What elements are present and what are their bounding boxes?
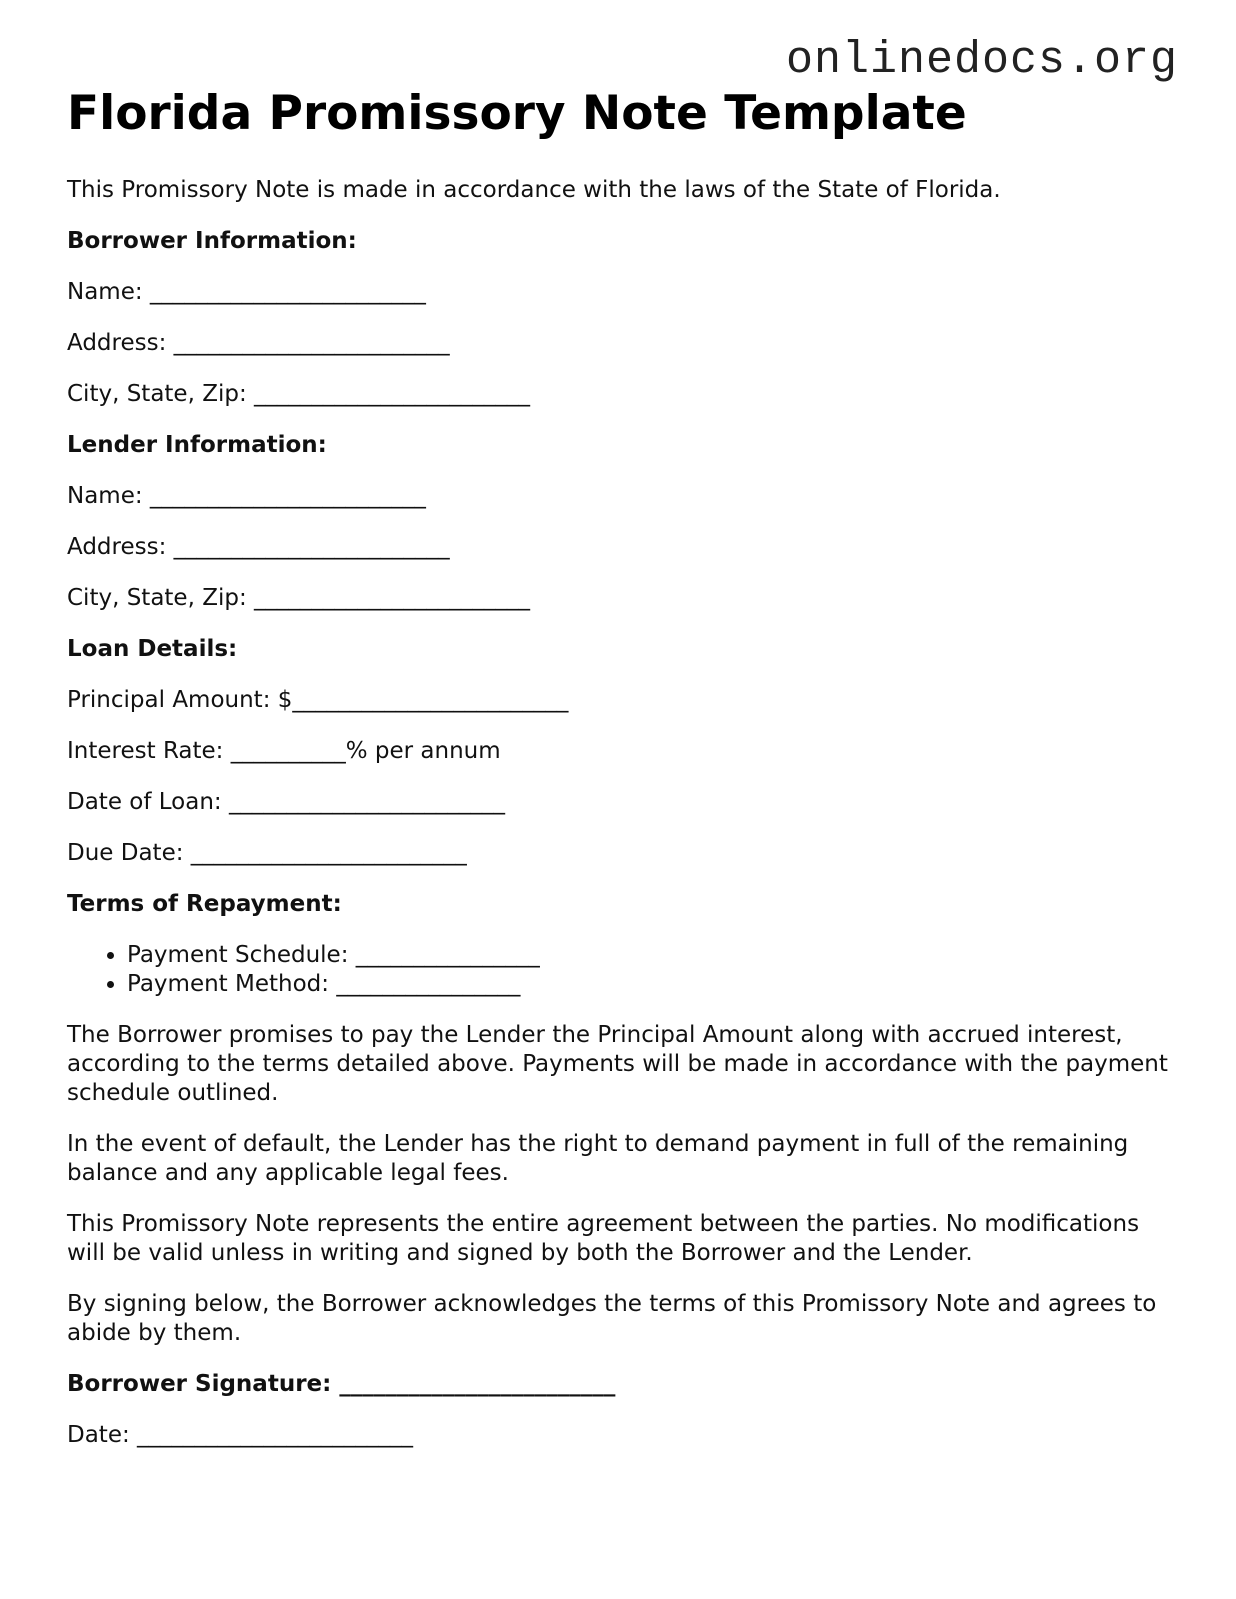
loan-date-field[interactable]: Date of Loan: ________________________ [67,789,505,815]
intro-paragraph: This Promissory Note is made in accordance with the laws of the State of Florida. [67,177,1001,203]
document-title: Florida Promissory Note Template [67,86,967,141]
repayment-heading: Terms of Repayment: [67,891,342,917]
interest-rate-field[interactable]: Interest Rate: __________% per annum [67,738,501,764]
due-date-field[interactable]: Due Date: ________________________ [67,840,467,866]
borrower-city-field[interactable]: City, State, Zip: ________________________ [67,381,531,407]
lender-address-field[interactable]: Address: ________________________ [67,534,450,560]
signature-date-field[interactable]: Date: ________________________ [67,1422,414,1448]
borrower-address-field[interactable]: Address: ________________________ [67,330,450,356]
lender-heading: Lender Information: [67,432,327,458]
payment-schedule-field[interactable]: • Payment Schedule: ________________ [127,941,1177,970]
lender-city-field[interactable]: City, State, Zip: ________________________ [67,585,531,611]
borrower-name-field[interactable]: Name: ________________________ [67,279,426,305]
borrower-signature-field[interactable]: Borrower Signature: ________________________ [67,1371,616,1397]
promise-paragraph: The Borrower promises to pay the Lender the Principal Amount along with accrued interest, according to the terms detailed above. Payments will be made in accordance with the payment schedule outlined. [67,1022,1168,1106]
loan-heading: Loan Details: [67,636,238,662]
borrower-heading: Borrower Information: [67,228,357,254]
entire-agreement-paragraph: This Promissory Note represents the entire agreement between the parties. No modifications will be valid unless in writing and signed by both the Borrower and the Lender. [67,1211,1140,1266]
document-body [67,86,1177,1472]
repayment-list [67,941,1177,999]
site-watermark: onlinedocs.org [785,35,1178,86]
lender-name-field[interactable]: Name: ________________________ [67,483,426,509]
acknowledgement-paragraph: By signing below, the Borrower acknowledges the terms of this Promissory Note and agrees to abide by them. [67,1291,1157,1346]
payment-method-field[interactable]: • Payment Method: ________________ [127,970,1177,999]
principal-amount-field[interactable]: Principal Amount: $________________________ [67,687,569,713]
default-paragraph: In the event of default, the Lender has the right to demand payment in full of the remaining balance and any applicable legal fees. [67,1131,1129,1186]
